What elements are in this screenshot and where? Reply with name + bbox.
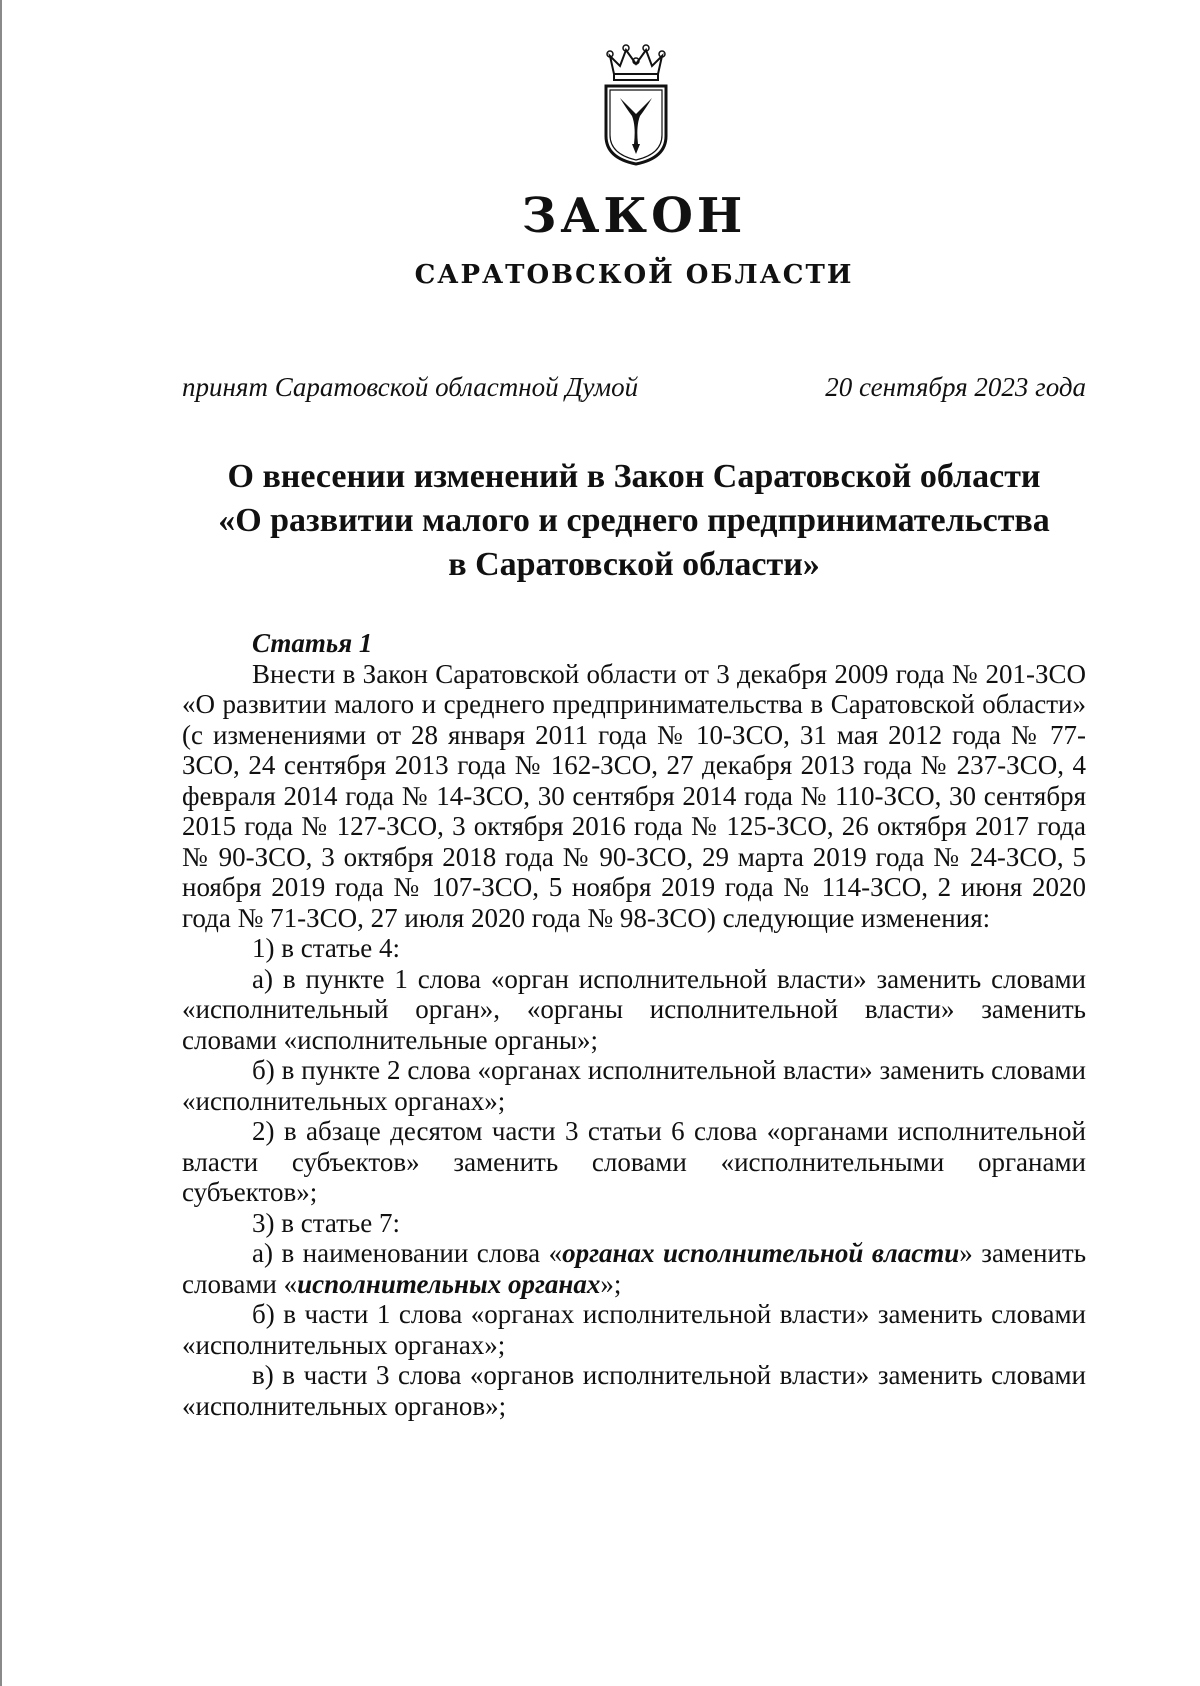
law-title-line: в Саратовской области» xyxy=(448,546,820,583)
list-item: 3) в статье 7: xyxy=(252,1207,400,1238)
article-body xyxy=(182,628,1086,1421)
law-title-line: О внесении изменений в Закон Саратовской области xyxy=(227,458,1041,495)
text-run: а) в наименовании слова « xyxy=(252,1238,563,1268)
list-item: 2) в абзаце десятом части 3 статьи 6 слова «органами исполнительной власти субъектов» заменить словами «исполнительными органами субъектов»; xyxy=(182,1116,1086,1207)
law-title xyxy=(152,455,1116,587)
document-title: ЗАКОН xyxy=(521,188,747,244)
article-intro-paragraph: Внести в Закон Саратовской области от 3 декабря 2009 года № 201-ЗСО «О развитии малого и среднего предпринимательства в Саратовской области» (с изменениями от 28 января 2011 года № 10-ЗСО, 31 мая 2012 года № 77-ЗСО, 24 сентября 2013 года № 162-ЗСО, 27 декабря 2013 года № 237-ЗСО, 4 февраля 2014 года № 14-ЗСО, 30 сентября 2014 года № 110-ЗСО, 30 сентября 2015 года № 127-ЗСО, 3 октября 2016 года № 125-ЗСО, 26 октября 2017 года № 90-ЗСО, 3 октября 2018 года № 90-ЗСО, 29 марта 2019 года № 24-ЗСО, 5 ноября 2019 года № 107-ЗСО, 5 ноября 2019 года № 114-ЗСО, 2 июня 2020 года № 71-ЗСО, 27 июля 2020 года № 98-ЗСО) следующие изменения: xyxy=(182,658,1086,933)
emphasized-text: органах исполнительной власти xyxy=(562,1238,960,1268)
emphasized-text: исполнительных органах xyxy=(297,1268,601,1299)
adoption-date: 20 сентября 2023 года xyxy=(825,372,1086,402)
list-item xyxy=(182,1238,1086,1299)
text-run: » заменить словами « xyxy=(182,1238,1087,1299)
list-item: а) в пункте 1 слова «орган исполнительной власти» заменить словами «исполнительный орган», «органы исполнительной власти» заменить словами «исполнительные органы»; xyxy=(182,963,1086,1055)
document-subtitle: САРАТОВСКОЙ ОБЛАСТИ xyxy=(414,260,854,290)
text-run: »; xyxy=(600,1268,622,1299)
adopted-by: принят Саратовской областной Думой xyxy=(182,372,639,402)
list-item: б) в части 1 слова «органах исполнительной власти» заменить словами «исполнительных органах»; xyxy=(182,1299,1086,1360)
list-item: б) в пункте 2 слова «органах исполнительной власти» заменить словами «исполнительных органах»; xyxy=(182,1055,1086,1116)
list-item: в) в части 3 слова «органов исполнительной власти» заменить словами «исполнительных органов»; xyxy=(182,1360,1086,1421)
law-title-line: «О развитии малого и среднего предпринимательства xyxy=(218,502,1050,539)
article-heading: Статья 1 xyxy=(252,628,373,658)
list-item: 1) в статье 4: xyxy=(252,933,400,963)
coat-of-arms-icon xyxy=(596,44,676,168)
